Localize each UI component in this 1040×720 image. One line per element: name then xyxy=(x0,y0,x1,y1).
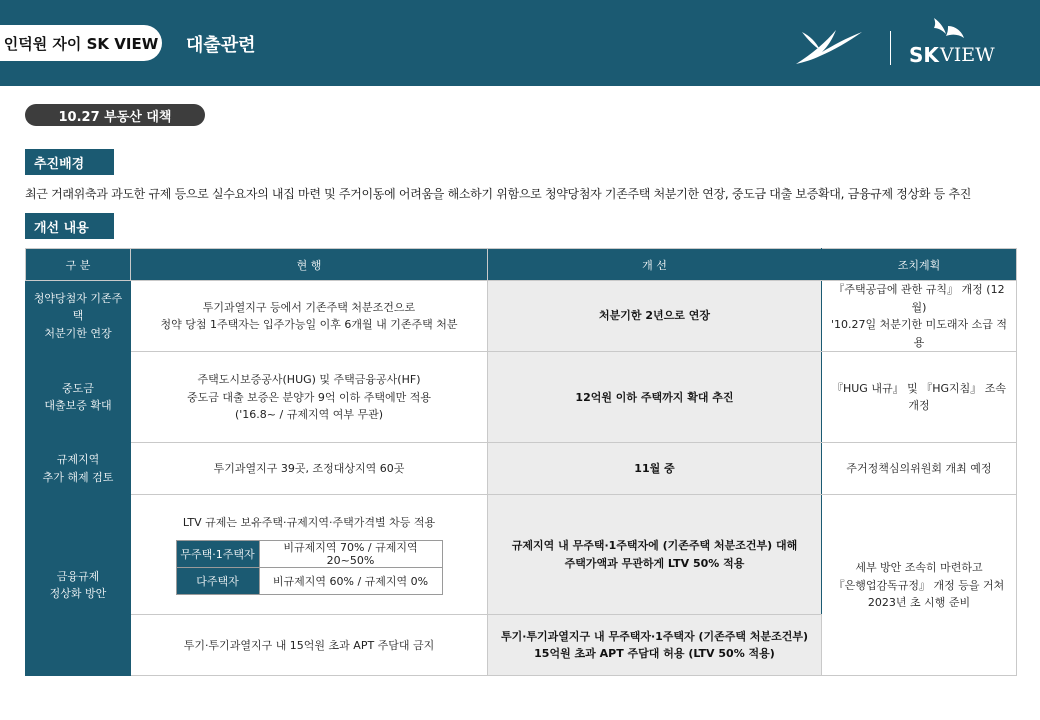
policy-table xyxy=(25,248,1017,676)
row-current: 주택도시보증공사(HUG) 및 주택금융공사(HF) 중도금 대출 보증은 분양가 9억 이하 주택에만 적용 ('16.8~ / 규제지역 여부 무관) xyxy=(131,352,488,443)
background-text: 최근 거래위축과 과도한 규제 등으로 실수요자의 내집 마련 및 주거이동에 어려움을 해소하기 위함으로 청약당첨자 기존주택 처분기한 연장, 중도금 대출 보증확대, 금융규제 정상화 등 추진 xyxy=(25,187,972,201)
row-plan: 세부 방안 조속히 마련하고 『은행업감독규정』 개정 등을 거쳐 2023년 초 시행 준비 xyxy=(822,495,1017,676)
row-plan: 『주택공급에 관한 규칙』 개정 (12월) '10.27일 처분기한 미도래자 소급 적용 xyxy=(822,281,1017,352)
row-category: 금융규제 정상화 방안 xyxy=(26,495,131,676)
ltv-row-value: 비규제지역 60% / 규제지역 0% xyxy=(259,568,442,595)
background-label: 추진배경 xyxy=(25,149,114,175)
header-category: 구 분 xyxy=(26,249,131,281)
table-row xyxy=(26,443,1017,495)
table-header-row xyxy=(26,249,1017,281)
row-plan: 『HUG 내규』 및 『HG지침』 조속 개정 xyxy=(822,352,1017,443)
table-row xyxy=(26,281,1017,352)
logo-sk-text: SK xyxy=(909,43,939,67)
row-current: 투기·투기과열지구 내 15억원 초과 APT 주담대 금지 xyxy=(131,615,488,676)
ltv-row xyxy=(176,540,442,567)
header-plan: 조치계획 xyxy=(822,249,1017,281)
row-plan: 주거정책심의위원회 개최 예정 xyxy=(822,443,1017,495)
ltv-row-value: 비규제지역 70% / 규제지역 20~50% xyxy=(259,540,442,567)
row-category: 규제지역 추가 해제 검토 xyxy=(26,443,131,495)
table-row xyxy=(26,352,1017,443)
row-current: 투기과열지구 등에서 기존주택 처분조건으로 청약 당첨 1주택자는 입주가능일 이후 6개월 내 기존주택 처분 xyxy=(131,281,488,352)
row-category: 중도금 대출보증 확대 xyxy=(26,352,131,443)
row-improvement: 11월 중 xyxy=(488,443,822,495)
row-improvement: 처분기한 2년으로 연장 xyxy=(488,281,822,352)
improvement-label: 개선 내용 xyxy=(25,213,114,239)
ltv-title: LTV 규제는 보유주택·규제지역·주택가격별 차등 적용 xyxy=(182,516,436,530)
logo-divider xyxy=(890,31,891,65)
header-bar xyxy=(0,0,1040,86)
logo-view-text: VIEW xyxy=(940,44,995,66)
row-improvement: 투기·투기과열지구 내 무주택자·1주택자 (기존주택 처분조건부) 15억원 초과 APT 주담대 허용 (LTV 50% 적용) xyxy=(488,615,822,676)
ltv-table xyxy=(176,540,443,595)
ltv-row xyxy=(176,568,442,595)
page-title: 대출관련 xyxy=(186,35,256,56)
row-current-ltv xyxy=(131,495,488,615)
ltv-row-label: 무주택·1주택자 xyxy=(176,540,259,567)
row-current: 투기과열지구 39곳, 조정대상지역 60곳 xyxy=(131,443,488,495)
ltv-row-label: 다주택자 xyxy=(176,568,259,595)
row-category: 청약당첨자 기존주택 처분기한 연장 xyxy=(26,281,131,352)
project-badge: 인덕원 자이 SK VIEW xyxy=(0,25,162,61)
bird-logo-icon xyxy=(792,24,864,68)
header-current: 현 행 xyxy=(131,249,488,281)
row-improvement: 12억원 이하 주택까지 확대 추진 xyxy=(488,352,822,443)
header-improvement: 개 선 xyxy=(488,249,822,281)
policy-pill: 10.27 부동산 대책 xyxy=(25,104,205,126)
table-row xyxy=(26,495,1017,615)
row-improvement: 규제지역 내 무주택·1주택자에 (기존주택 처분조건부) 대해 주택가액과 무관하게 LTV 50% 적용 xyxy=(488,495,822,615)
